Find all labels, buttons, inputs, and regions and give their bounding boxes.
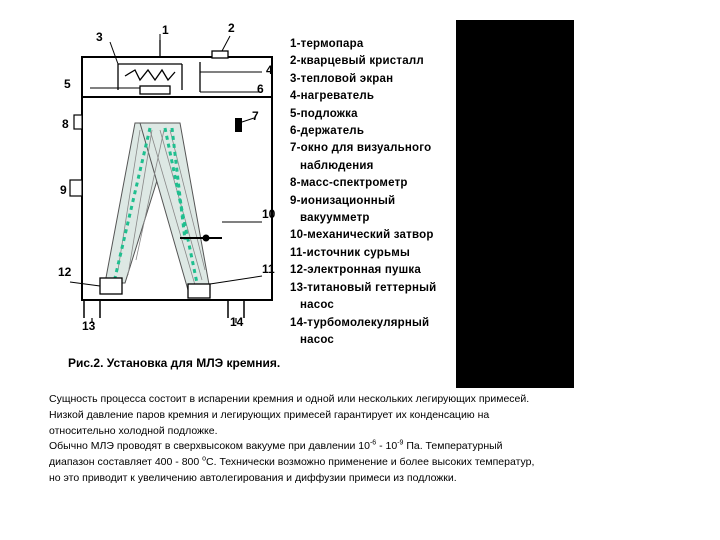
legend-item: 12-электронная пушка [290,264,421,277]
label-11: 11 [262,262,275,276]
text-line: относительно холодной подложке. [49,424,218,437]
legend-item: 1-термопара [290,38,364,50]
side-ports [70,115,82,196]
legend-item: 4-нагреватель [290,90,375,103]
quartz-crystal-block [212,51,228,58]
text-line: диапазон составляет 400 - 800 $^о$С. Технически возможно применение и более высоких температур, [49,455,535,469]
figure-caption: Рис.2. Установка для МЛЭ кремния. [68,356,281,370]
figure-legend [290,36,460,349]
label-8: 8 [62,117,69,131]
black-panel [456,20,574,388]
legend-item: вакуумметр [300,212,370,225]
text-line: Обычно МЛЭ проводят в сверхвысоком вакууме при давлении $10^{-6} - 10^{-9}$ Па. Температурный [49,439,503,453]
legend-item: насос [300,299,335,312]
label-4: 4 [266,63,273,77]
legend-item: 3-тепловой экран [290,72,394,85]
legend-item: 10-механический затвор [290,229,434,242]
label-10: 10 [262,207,276,221]
label-3: 3 [96,30,103,44]
legend-item: 2-кварцевый кристалл [290,55,424,68]
legend-item: 13-титановый геттерный [290,281,437,294]
label-2: 2 [228,21,235,35]
legend-item: 11-источник сурьмы [290,246,410,259]
text-line: Сущность процесса состоит в испарении кремния и одной или нескольких легирующих примесей. [49,393,530,405]
label-1: 1 [162,23,169,37]
label-14: 14 [230,315,244,329]
molecular-beams [105,123,210,290]
label-9: 9 [60,183,67,197]
pump-arrows [92,318,236,323]
legend-item: 9-ионизационный [290,194,396,207]
pump-flanges [84,300,244,318]
legend-item: насос [300,333,335,346]
label-6: 6 [257,82,264,96]
heater-assembly [118,40,200,94]
text-line: Низкой давление паров кремния и легирующих примесей гарантирует их конденсацию на [49,408,490,421]
legend-item: 5-подложка [290,107,358,120]
label-7: 7 [252,109,259,123]
label-12: 12 [58,265,72,279]
legend-item: 14-турбомолекулярный [290,316,430,329]
body-text [49,392,649,487]
legend-item: наблюдения [300,159,374,172]
text-line: но это приводит к увеличению автолегирования и диффузии примеси из подложки. [49,471,457,484]
label-5: 5 [64,77,71,91]
viewing-window [235,118,242,132]
label-13: 13 [82,319,96,333]
legend-item: 7-окно для визуального [290,142,432,155]
legend-item: 8-масс-спектрометр [290,177,408,190]
legend-item: 6-держатель [290,125,365,138]
